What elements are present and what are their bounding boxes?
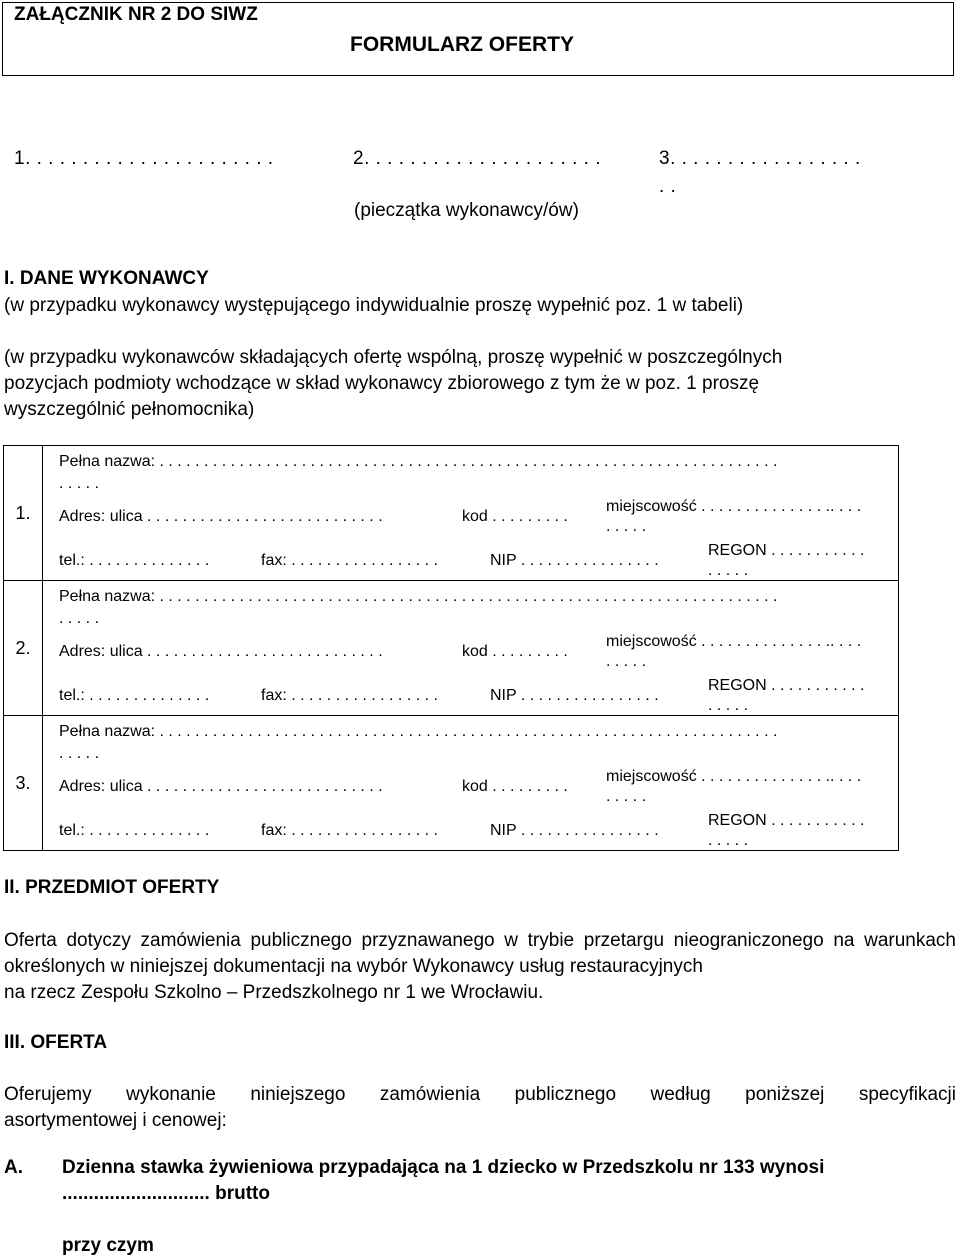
nip-field[interactable]: NIP . . . . . . . . . . . . . . . . xyxy=(490,552,659,569)
section3-text-a: Oferujemy wykonanie niniejszego zamówienia publicznego według poniższej specyfikacji xyxy=(4,1084,956,1105)
stamp-field-2[interactable]: 2. . . . . . . . . . . . . . . . . . . . . xyxy=(353,148,601,169)
regon-field-cont: . . . . . xyxy=(708,562,749,579)
stamp-field-3-cont: . . xyxy=(659,176,677,197)
nip-field[interactable]: NIP . . . . . . . . . . . . . . . . xyxy=(490,822,659,839)
section2-text xyxy=(4,928,956,1006)
regon-field-cont: . . . . . xyxy=(708,697,749,714)
full-name-field-cont: . . . . . xyxy=(59,745,100,762)
section1-note-4: wyszczególnić pełnomocnika) xyxy=(4,399,255,420)
section3-text xyxy=(4,1082,956,1134)
city-field-cont: . . . . . xyxy=(606,518,647,535)
contractor-cell xyxy=(43,581,899,716)
contractor-row xyxy=(4,446,899,581)
contractor-cell xyxy=(43,716,899,851)
section1-heading: I. DANE WYKONAWCY xyxy=(4,268,209,289)
item-a-letter: A. xyxy=(4,1157,23,1178)
full-name-field[interactable]: Pełna nazwa: . . . . . . . . . . . . . . . . . . . . . . . . . . . . . . . . . . . . . . . . . . . . . . . . . . . . . . . . . . . . . . . . . . . . . . xyxy=(59,723,778,740)
contractor-row xyxy=(4,581,899,716)
form-title: FORMULARZ OFERTY xyxy=(350,33,574,56)
full-name-field[interactable]: Pełna nazwa: . . . . . . . . . . . . . . . . . . . . . . . . . . . . . . . . . . . . . . . . . . . . . . . . . . . . . . . . . . . . . . . . . . . . . . xyxy=(59,588,778,605)
regon-field-cont: . . . . . xyxy=(708,832,749,849)
full-name-field-cont: . . . . . xyxy=(59,610,100,627)
contractor-number: 1. xyxy=(4,446,43,581)
stamp-label: (pieczątka wykonawcy/ów) xyxy=(354,200,579,221)
street-field[interactable]: Adres: ulica . . . . . . . . . . . . . . . . . . . . . . . . . . . xyxy=(59,643,383,660)
section2-heading: II. PRZEDMIOT OFERTY xyxy=(4,877,220,898)
section1-note-2: (w przypadku wykonawców składających ofertę wspólną, proszę wypełnić w poszczególnych xyxy=(4,347,783,368)
phone-field[interactable]: tel.: . . . . . . . . . . . . . . xyxy=(59,552,210,569)
section1-note-1: (w przypadku wykonawcy występującego indywidualnie proszę wypełnić poz. 1 w tabeli) xyxy=(4,295,744,316)
postal-code-field[interactable]: kod . . . . . . . . . xyxy=(462,778,568,795)
fax-field[interactable]: fax: . . . . . . . . . . . . . . . . . xyxy=(261,552,438,569)
annex-label: ZAŁĄCZNIK NR 2 DO SIWZ xyxy=(14,4,258,25)
contractor-number: 2. xyxy=(4,581,43,716)
city-field[interactable]: miejscowość . . . . . . . . . . . . . . .. . . . xyxy=(606,768,862,785)
city-field[interactable]: miejscowość . . . . . . . . . . . . . . .. . . . xyxy=(606,498,862,515)
stamp-field-3[interactable]: 3. . . . . . . . . . . . . . . . . xyxy=(659,148,861,169)
section2-text-a: Oferta dotyczy zamówienia publicznego przyznawanego w trybie przetargu nieograniczonego na warunkach określonych w niniejszej dokumentacji na wybór Wykonawcy usług restauracyjnych xyxy=(4,930,956,977)
regon-field[interactable]: REGON . . . . . . . . . . . xyxy=(708,677,865,694)
phone-field[interactable]: tel.: . . . . . . . . . . . . . . xyxy=(59,687,210,704)
regon-field[interactable]: REGON . . . . . . . . . . . xyxy=(708,812,865,829)
full-name-field[interactable]: Pełna nazwa: . . . . . . . . . . . . . . . . . . . . . . . . . . . . . . . . . . . . . . . . . . . . . . . . . . . . . . . . . . . . . . . . . . . . . . xyxy=(59,453,778,470)
section2-text-b: na rzecz Zespołu Szkolno – Przedszkolnego nr 1 we Wrocławiu. xyxy=(4,982,544,1003)
street-field[interactable]: Adres: ulica . . . . . . . . . . . . . . . . . . . . . . . . . . . xyxy=(59,778,383,795)
contractor-cell xyxy=(43,446,899,581)
city-field[interactable]: miejscowość . . . . . . . . . . . . . . .. . . . xyxy=(606,633,862,650)
contractor-number: 3. xyxy=(4,716,43,851)
city-field-cont: . . . . . xyxy=(606,788,647,805)
postal-code-field[interactable]: kod . . . . . . . . . xyxy=(462,508,568,525)
contractor-row xyxy=(4,716,899,851)
item-a-line-1: Dzienna stawka żywieniowa przypadająca na 1 dziecko w Przedszkolu nr 133 wynosi xyxy=(62,1157,825,1178)
regon-field[interactable]: REGON . . . . . . . . . . . xyxy=(708,542,865,559)
item-a-line-3: przy czym xyxy=(62,1235,154,1256)
phone-field[interactable]: tel.: . . . . . . . . . . . . . . xyxy=(59,822,210,839)
stamp-field-1[interactable]: 1. . . . . . . . . . . . . . . . . . . . . . xyxy=(14,148,274,169)
contractors-table xyxy=(3,445,899,851)
city-field-cont: . . . . . xyxy=(606,653,647,670)
street-field[interactable]: Adres: ulica . . . . . . . . . . . . . . . . . . . . . . . . . . . xyxy=(59,508,383,525)
fax-field[interactable]: fax: . . . . . . . . . . . . . . . . . xyxy=(261,822,438,839)
item-a-price-field[interactable]: ............................ brutto xyxy=(62,1183,270,1204)
full-name-field-cont: . . . . . xyxy=(59,475,100,492)
section1-note-3: pozycjach podmioty wchodzące w skład wykonawcy zbiorowego z tym że w poz. 1 proszę xyxy=(4,373,760,394)
fax-field[interactable]: fax: . . . . . . . . . . . . . . . . . xyxy=(261,687,438,704)
nip-field[interactable]: NIP . . . . . . . . . . . . . . . . xyxy=(490,687,659,704)
section3-heading: III. OFERTA xyxy=(4,1032,108,1053)
section3-text-b: asortymentowej i cenowej: xyxy=(4,1110,227,1131)
postal-code-field[interactable]: kod . . . . . . . . . xyxy=(462,643,568,660)
